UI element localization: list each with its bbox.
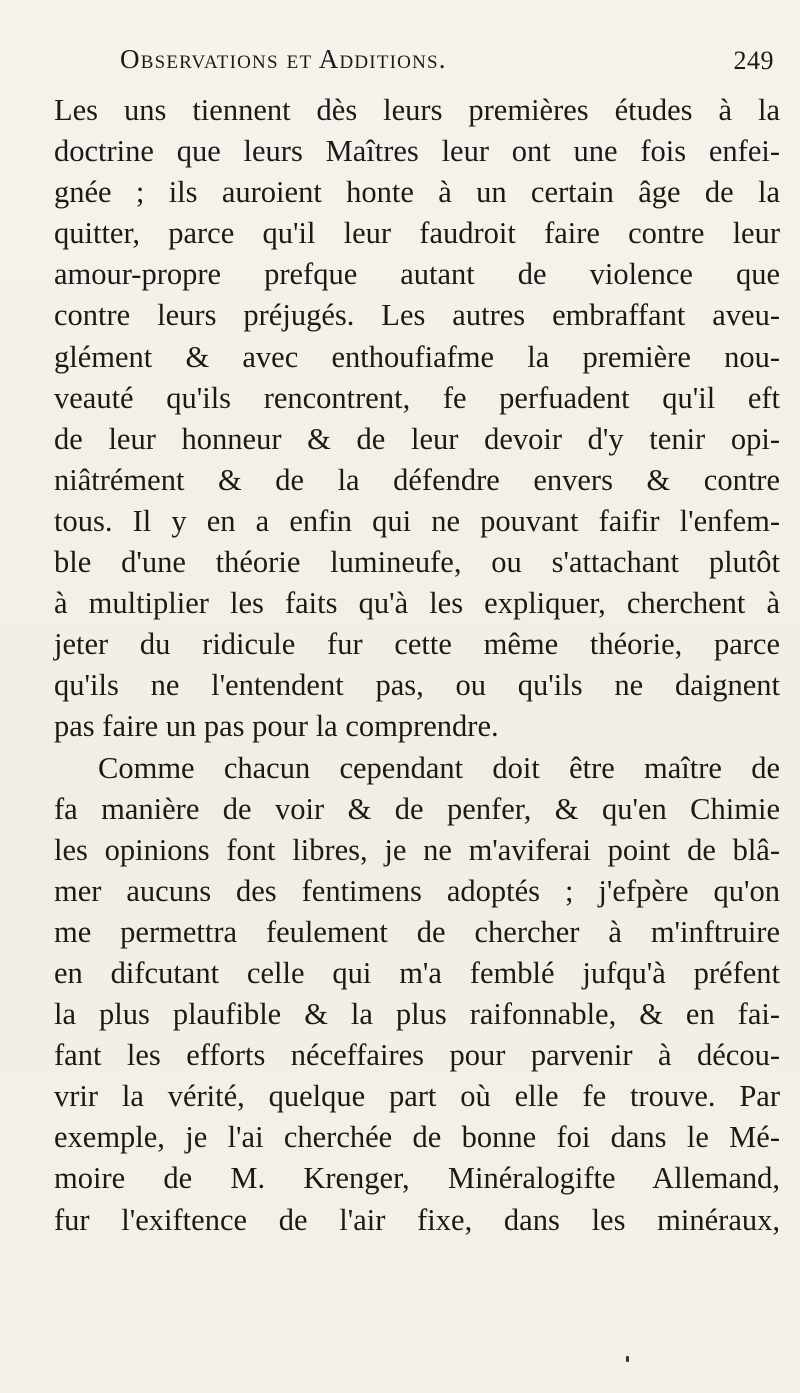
text-line: glément & avec enthoufiafme la première nou- — [54, 339, 780, 374]
text-line: doctrine que leurs Maîtres leur ont une fois enfei- — [54, 134, 780, 169]
text-line: contre leurs préjugés. Les autres embraffant aveu- — [54, 298, 780, 333]
text-line: me permettra feulement de chercher à m'inftruire — [54, 914, 780, 949]
text-line: de leur honneur & de leur devoir d'y tenir opi- — [54, 421, 780, 456]
text-line: quitter, parce qu'il leur faudroit faire contre leur — [54, 216, 780, 251]
text-line: moire de M. Krenger, Minéralogifte Allemand, — [54, 1161, 780, 1196]
text-line: niâtrément & de la défendre envers & contre — [54, 462, 780, 497]
text-line: ble d'une théorie lumineufe, ou s'attachant plutôt — [54, 545, 780, 580]
text-line: fur l'exiftence de l'air fixe, dans les minéraux, — [54, 1202, 780, 1237]
page-number: 249 — [733, 46, 774, 75]
text-line: la plus plaufible & la plus raifonnable, & en fai- — [54, 997, 780, 1032]
text-line: qu'ils ne l'entendent pas, ou qu'ils ne daignent — [54, 668, 780, 703]
text-line: gnée ; ils auroient honte à un certain âge de la — [54, 175, 780, 210]
text-line: mer aucuns des fentimens adoptés ; j'efpère qu'on — [54, 873, 780, 908]
text-line: Comme chacun cependant doit être maître de — [98, 750, 780, 785]
running-head — [60, 44, 780, 84]
text-line: fa manière de voir & de penfer, & qu'en Chimie — [54, 791, 780, 826]
text-line: vrir la vérité, quelque part où elle fe trouve. Par — [54, 1079, 780, 1114]
text-line: en difcutant celle qui m'a femblé jufqu'à préfent — [54, 955, 780, 990]
text-line: fant les efforts néceffaires pour parvenir à décou- — [54, 1038, 780, 1073]
text-line: tous. Il y en a enfin qui ne pouvant faifir l'enfem- — [54, 503, 780, 538]
running-title: Observations et Additions. — [120, 44, 447, 74]
ink-speck — [626, 1356, 629, 1362]
text-line: jeter du ridicule fur cette même théorie, parce — [54, 627, 780, 662]
text-line: exemple, je l'ai cherchée de bonne foi dans le Mé- — [54, 1120, 780, 1155]
text-line: veauté qu'ils rencontrent, fe perfuadent qu'il eft — [54, 380, 780, 415]
text-line: pas faire un pas pour la comprendre. — [54, 709, 499, 744]
text-line: Les uns tiennent dès leurs premières études à la — [54, 93, 780, 127]
body-text — [54, 90, 780, 1241]
text-line: à multiplier les faits qu'à les expliquer, cherchent à — [54, 586, 780, 621]
text-line: les opinions font libres, je ne m'aviferai point de blâ- — [54, 832, 780, 867]
text-line: amour-propre prefque autant de violence que — [54, 257, 780, 292]
